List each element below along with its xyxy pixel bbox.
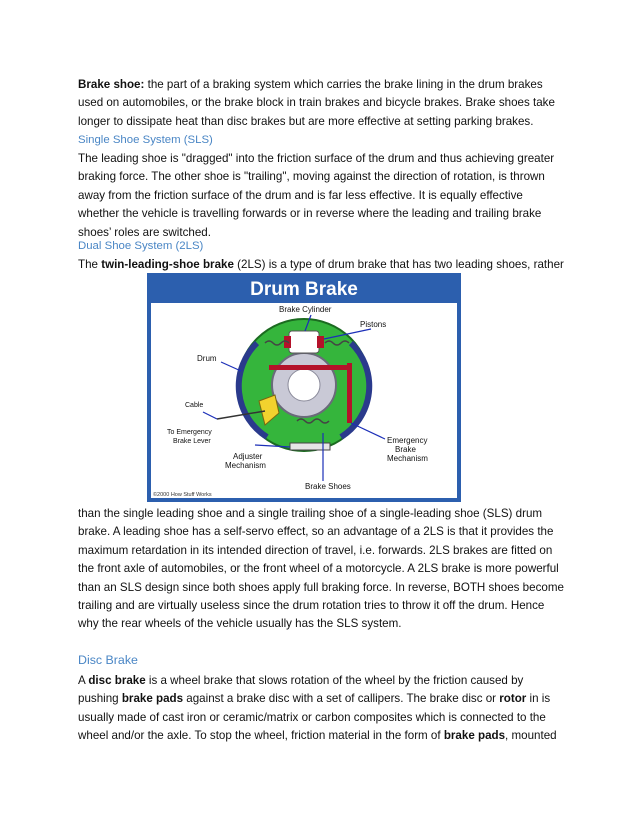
- figure-copyright: ©2000 How Stuff Works: [153, 492, 212, 498]
- dls-intro-start: The: [78, 258, 102, 271]
- disc-text-3: against a brake disc with a set of callipers. The brake disc or: [183, 692, 500, 706]
- dls-intro-bold: twin-leading-shoe brake: [101, 258, 234, 271]
- label-brake-shoes: Brake Shoes: [305, 482, 351, 491]
- label-adjuster-2: Mechanism: [225, 461, 266, 470]
- brake-cylinder: [289, 331, 319, 353]
- label-emergency-lever-2: Brake Lever: [173, 438, 211, 445]
- dls-intro-end: (2LS) is a type of drum brake that has two leading shoes, rather: [233, 258, 564, 271]
- disc-bold-disc-brake: disc brake: [88, 674, 146, 687]
- brake-shoe-definition: the part of a braking system which carries the brake lining in the drum brakes used on automobiles, or the brake block in train brakes and bicycle brakes. Brake shoes take longer to dissipate heat than disc brakes but are more effective at setting parking brakes.: [78, 78, 555, 128]
- disc-text-1: A: [78, 674, 89, 687]
- figure-title: Drum Brake: [250, 279, 358, 300]
- dls-heading: Dual Shoe System (2LS): [78, 240, 204, 252]
- hub-center: [288, 369, 320, 401]
- sls-paragraph: The leading shoe is "dragged" into the friction surface of the drum and thus achieving greater braking force. The other shoe is "trailing", moving against the direction of rotation, is thrown away from the friction surface of the drum and is far less effective. It is equally effective whether the vehicle is travelling forwards or in reverse where the leading and trailing brake shoes’ roles are switched.: [78, 152, 555, 239]
- strut-rod: [269, 365, 347, 370]
- label-emergency-lever-1: To Emergency: [167, 429, 212, 436]
- dls-intro: [78, 256, 566, 274]
- disc-bold-brake-pads-2: brake pads: [443, 729, 506, 743]
- label-emergency-mech-3: Mechanism: [387, 454, 428, 463]
- dls-continued-paragraph: than the single leading shoe and a single trailing shoe of a single-leading shoe (SLS) drum brake. A leading shoe has a self-servo effect, so an advantage of a 2LS is that it provides the maximum retardation in its intended direction of travel, i.e. forwards. 2LS brakes are fitted on the front axle of automobiles, or the front wheel of a motorcycle. A 2LS brake is more powerful than an SLS design since both shoes apply full braking force. In reverse, BOTH shoes become trailing and are virtually useless since the drum rotation tries to throw it off the drum. Hence why the rear wheels of the vehicle usually has the SLS system.: [78, 507, 564, 631]
- adjuster-mechanism: [290, 443, 330, 450]
- disc-brake-paragraph: [78, 672, 566, 746]
- label-adjuster-1: Adjuster: [233, 452, 263, 461]
- label-cable: Cable: [185, 402, 204, 409]
- brake-shoe-paragraph: [78, 76, 566, 131]
- label-brake-cylinder: Brake Cylinder: [279, 305, 332, 314]
- label-drum: Drum: [197, 354, 217, 363]
- label-emergency-mech-1: Emergency: [387, 436, 428, 445]
- label-emergency-mech-2: Brake: [395, 445, 416, 454]
- drum-brake-figure: [147, 273, 461, 502]
- disc-brake-heading: Disc Brake: [78, 653, 138, 667]
- disc-text-4: in is usually made of cast iron or ceramic/matrix or carbon composites which is connected to the wheel and/or the axle. To stop the wheel, friction material in the form of: [78, 692, 551, 743]
- right-piston: [317, 336, 324, 348]
- sls-heading: Single Shoe System (SLS): [78, 134, 213, 146]
- disc-bold-rotor: rotor: [499, 692, 527, 706]
- disc-text-5: , mounted: [505, 729, 557, 743]
- disc-text-2: is a wheel brake that slows rotation of the wheel by the friction caused by pushing: [78, 674, 524, 706]
- emergency-brake-rod: [347, 363, 352, 423]
- disc-bold-brake-pads: brake pads: [121, 692, 184, 706]
- label-pistons: Pistons: [360, 320, 387, 329]
- brake-shoe-term: Brake shoe:: [78, 78, 145, 91]
